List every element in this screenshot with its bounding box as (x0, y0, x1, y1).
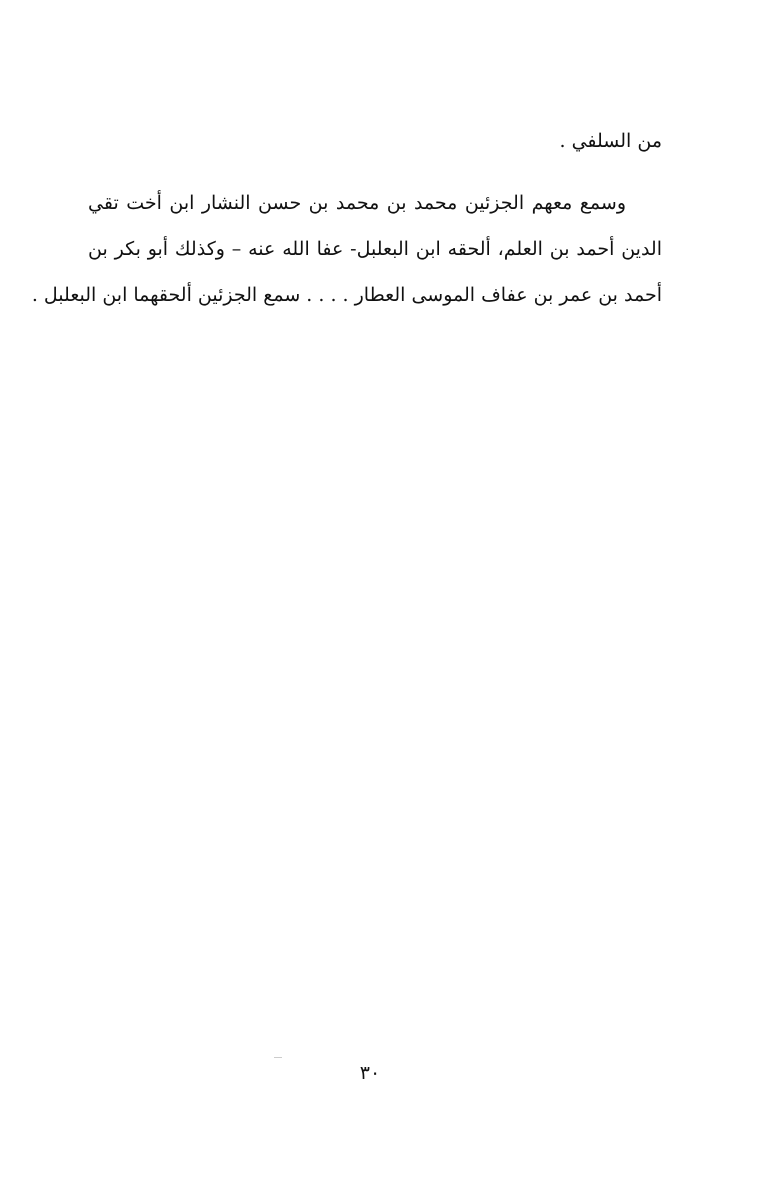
paragraph-2-line-3: أحمد بن عمر بن عفاف الموسى العطار . . . . سمع الجزئين ألحقهما ابن البعلبل . (31, 284, 662, 306)
scan-speck (274, 1057, 282, 1058)
paragraph-2-line-1: وسمع معهم الجزئين محمد بن محمد بن حسن النشار ابن أخت تقي (88, 192, 626, 214)
page-number: ٣٠ (359, 1062, 381, 1084)
paragraph-1 (88, 118, 662, 164)
paragraph-2 (31, 180, 662, 318)
paragraph-2-line-2: الدين أحمد بن العلم، ألحقه ابن البعلبل- عفا الله عنه – وكذلك أبو بكر بن (88, 238, 662, 260)
paragraph-1-line-1: من السلفي . (559, 130, 662, 152)
